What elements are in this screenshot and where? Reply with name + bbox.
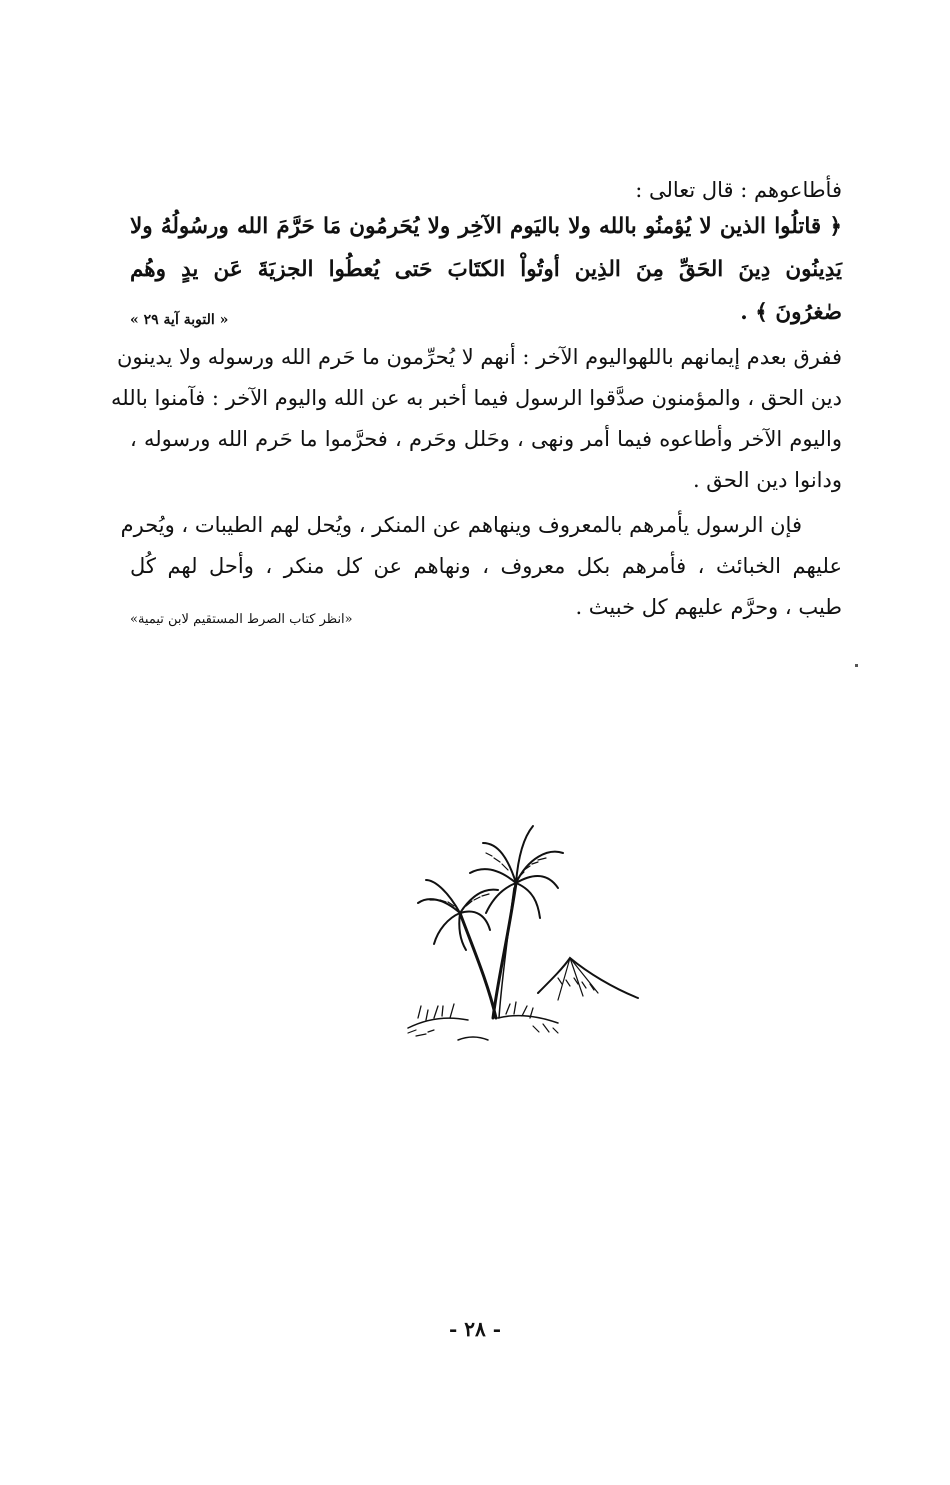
paragraph-2-line: طيب ، وحرَّم عليهم كل خبيث .: [575, 595, 842, 619]
paragraph-2-line: عليهم الخبائث ، فأمرهم بكل معروف ، ونهاهم عن كل منكر ، وأحل لهم كُل: [130, 554, 842, 578]
page-number: - ٢٨ -: [448, 1317, 501, 1341]
quran-verse: [130, 205, 842, 334]
intro-text: فأطاعوهم : قال تعالى :: [635, 178, 842, 202]
palm-trees-tent-icon: [398, 818, 648, 1048]
paragraph-1-line: ففرق بعدم إيمانهم باللهواليوم الآخر : أنهم لا يُحرِّمون ما حَرم الله ورسوله ولا يدينون: [116, 345, 842, 369]
verse-reference: « التوبة آية ٢٩ »: [130, 312, 229, 328]
paragraph-1-line: واليوم الآخر وأطاعوه فيما أمر ونهى ، وحَلل وحَرم ، فحرَّموا ما حَرم الله ورسوله ،: [130, 427, 842, 451]
verse-line-3: [130, 291, 842, 334]
verse-line-1: ﴿ قاتلُوا الذين لا يُؤمنُو بالله ولا باليَوم الآخِر ولا يُحَرمُون مَا حَرَّمَ الله ورسُولُهُ ولا: [130, 214, 842, 239]
ink-speck: [855, 664, 858, 667]
verse-line-3-text: صٰغرُونَ ﴾ .: [740, 300, 842, 325]
paragraph-1-line: ودانوا دين الحق .: [692, 468, 842, 492]
paragraph-2-last-line: [130, 587, 842, 628]
verse-line-2: يَدِينُون دِينَ الحَقِّ مِنَ الذِين أوتُواْ الكتَابَ حَتى يُعطُوا الجزيَةَ عَن يدٍ وهُم: [130, 257, 842, 282]
paragraph-2: [120, 505, 842, 628]
footnote-reference: «انظر كتاب الصرط المستقيم لابن تيمية»: [130, 612, 353, 627]
paragraph-2-line: فإن الرسول يأمرهم بالمعروف وينهاهم عن المنكر ، ويُحل لهم الطيبات ، ويُحرم: [120, 513, 802, 537]
paragraph-1: [110, 337, 842, 501]
paragraph-1-line: دين الحق ، والمؤمنون صدَّقوا الرسول فيما أخبر به عن الله واليوم الآخر : فآمنوا بالله: [110, 386, 842, 410]
